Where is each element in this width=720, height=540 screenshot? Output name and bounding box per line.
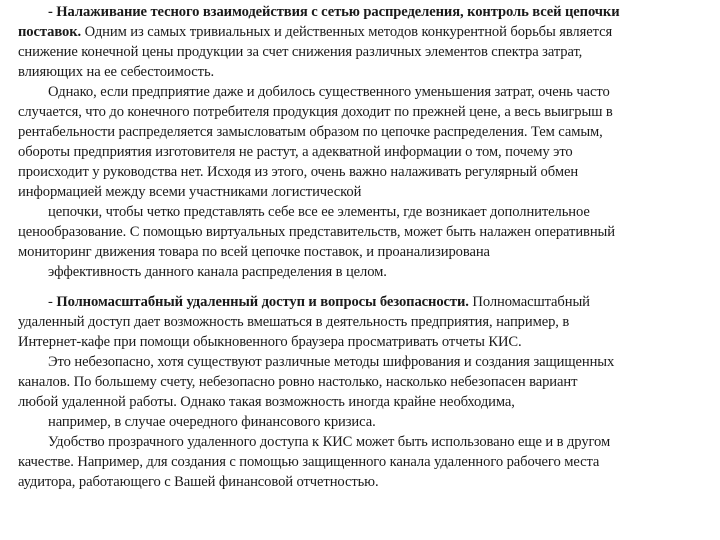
section-1-line-13: мониторинг движения товара по всей цепочке поставок, и проанализирована xyxy=(18,244,490,260)
section-1-heading-end: поставок. xyxy=(18,24,82,40)
section-1-line-7: рентабельности распределяется замысловатым образом по цепочке распределения. Тем самым, xyxy=(18,124,603,140)
section-1-heading-bold: - Налаживание тесного взаимодействия с сетью распределения, контроль всей цепочки xyxy=(48,4,620,20)
section-1-heading xyxy=(18,2,710,22)
section-1-line-8: обороты предприятия изготовителя не растут, а адекватной информации о том, почему это xyxy=(18,144,573,160)
section-2-line-5: каналов. По большему счету, небезопасно ровно настолько, насколько небезопасен вариант xyxy=(18,374,578,390)
section-1-line-5: Однако, если предприятие даже и добилось существенного уменьшения затрат, очень часто xyxy=(48,84,610,100)
section-1-line-11: цепочки, чтобы четко представлять себе все ее элементы, где возникает дополнительное xyxy=(48,204,590,220)
section-2-line-3: Интернет-кафе при помощи обыкновенного браузера просматривать отчеты КИС. xyxy=(18,334,522,350)
section-1-line-10: информацией между всеми участниками логистической xyxy=(18,184,362,200)
section-2-line-7: например, в случае очередного финансового кризиса. xyxy=(48,414,376,430)
section-2-heading xyxy=(18,292,710,312)
section-1-line-2-text: Одним из самых тривиальных и действенных методов конкурентной борьбы является xyxy=(81,24,613,40)
section-1-line-3: снижение конечной цены продукции за счет снижения различных элементов спектра затрат, xyxy=(18,44,583,60)
section-1-line-6: случается, что до конечного потребителя продукция доходит по прежней цене, а весь выигрыш в xyxy=(18,104,613,120)
section-1-line-14: эффективность данного канала распределения в целом. xyxy=(48,264,387,280)
section-2-line-6: любой удаленной работы. Однако такая возможность иногда крайне необходима, xyxy=(18,394,515,410)
section-2-heading-bold: Полномасштабный удаленный доступ и вопросы безопасности. xyxy=(56,294,469,310)
section-2-dash: - xyxy=(48,294,57,310)
section-2-line-4: Это небезопасно, хотя существуют различные методы шифрования и создания защищенных xyxy=(48,354,615,370)
section-2-line-8: Удобство прозрачного удаленного доступа к КИС может быть использовано еще и в другом xyxy=(48,434,611,450)
section-2-line-1-text: Полномасштабный xyxy=(468,294,590,310)
section-1-line-9: происходит у руководства нет. Исходя из этого, очень важно налаживать регулярный обмен xyxy=(18,164,579,180)
section-1-line-12: ценообразование. С помощью виртуальных представительств, может быть налажен оперативный xyxy=(18,224,615,240)
section-1-line-2 xyxy=(18,22,710,42)
section-remote-access xyxy=(18,292,710,492)
section-1-line-4: влияющих на ее себестоимость. xyxy=(18,64,215,80)
section-2-line-2: удаленный доступ дает возможность вмешаться в деятельность предприятия, например, в xyxy=(18,314,570,330)
section-distribution-network xyxy=(18,2,710,282)
section-2-line-10: аудитора, работающего с Вашей финансовой отчетностью. xyxy=(18,474,379,490)
section-2-line-9: качестве. Например, для создания с помощью защищенного канала удаленного рабочего места xyxy=(18,454,600,470)
